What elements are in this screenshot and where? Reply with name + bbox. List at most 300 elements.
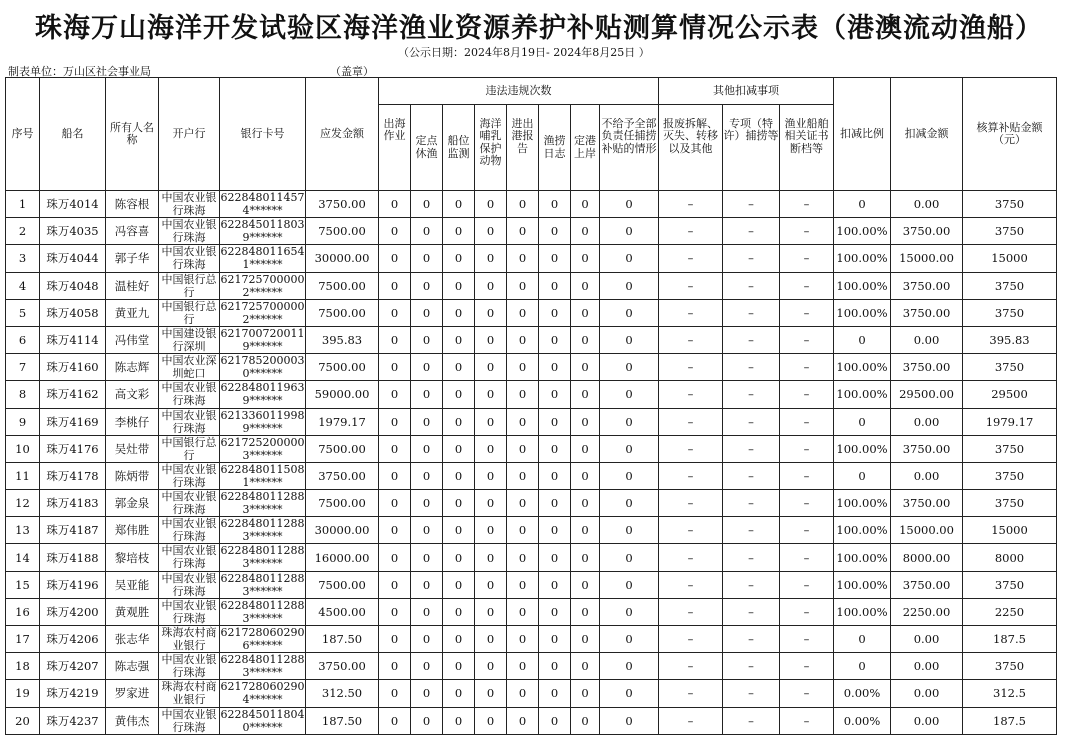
- cell-other-deduction: –: [780, 381, 834, 408]
- cell-other-deduction: –: [723, 653, 780, 680]
- cell-deduct: 3750.00: [891, 299, 963, 326]
- table-row: [6, 490, 1057, 517]
- cell-bank: 中国银行总行: [159, 299, 220, 326]
- cell-violation-count: 0: [600, 435, 659, 462]
- cell-violation-count: 0: [600, 598, 659, 625]
- cell-violation-count: 0: [507, 218, 539, 245]
- cell-violation-count: 0: [443, 381, 475, 408]
- cell-other-deduction: –: [659, 299, 723, 326]
- cell-other-deduction: –: [780, 299, 834, 326]
- cell-bank: 中国银行总行: [159, 272, 220, 299]
- cell-bank: 中国农业银行珠海: [159, 462, 220, 489]
- cell-violation-count: 0: [475, 707, 507, 734]
- cell-bank: 中国农业银行珠海: [159, 245, 220, 272]
- cell-other-deduction: –: [723, 707, 780, 734]
- cell-boat: 珠万4206: [40, 626, 106, 653]
- cell-violation-count: 0: [539, 598, 571, 625]
- cell-violation-count: 0: [571, 571, 600, 598]
- cell-violation-count: 0: [600, 408, 659, 435]
- cell-other-deduction: –: [723, 462, 780, 489]
- cell-violation-count: 0: [443, 490, 475, 517]
- cell-bank: 中国农业银行珠海: [159, 218, 220, 245]
- table-row: [6, 218, 1057, 245]
- cell-violation-count: 0: [600, 571, 659, 598]
- header-owner: 所有人名称: [106, 78, 159, 191]
- cell-owner: 陈志辉: [106, 354, 159, 381]
- cell-violation-count: 0: [571, 381, 600, 408]
- cell-ratio: 0: [834, 462, 891, 489]
- cell-violation-count: 0: [475, 626, 507, 653]
- cell-ratio: 0: [834, 326, 891, 353]
- cell-violation-count: 0: [379, 544, 411, 571]
- cell-violation-count: 0: [507, 191, 539, 218]
- cell-other-deduction: –: [659, 571, 723, 598]
- cell-boat: 珠万4237: [40, 707, 106, 734]
- cell-violation-count: 0: [571, 707, 600, 734]
- cell-deduct: 0.00: [891, 462, 963, 489]
- cell-other-deduction: –: [723, 299, 780, 326]
- cell-violation-count: 0: [411, 299, 443, 326]
- table-row: [6, 653, 1057, 680]
- cell-ratio: 100.00%: [834, 381, 891, 408]
- cell-violation-count: 0: [507, 381, 539, 408]
- cell-boat: 珠万4160: [40, 354, 106, 381]
- cell-deduct: 3750.00: [891, 272, 963, 299]
- cell-violation-count: 0: [539, 517, 571, 544]
- cell-no: 14: [6, 544, 40, 571]
- cell-boat: 珠万4200: [40, 598, 106, 625]
- cell-violation-count: 0: [539, 653, 571, 680]
- cell-owner: 郭子华: [106, 245, 159, 272]
- cell-card: 6228480115081******: [220, 462, 305, 489]
- cell-boat: 珠万4183: [40, 490, 106, 517]
- cell-violation-count: 0: [443, 408, 475, 435]
- cell-due: 4500.00: [306, 598, 379, 625]
- cell-violation-count: 0: [539, 408, 571, 435]
- cell-owner: 冯容喜: [106, 218, 159, 245]
- cell-owner: 吴灶带: [106, 435, 159, 462]
- cell-due: 3750.00: [306, 462, 379, 489]
- header-violations-group: 违法违规次数: [379, 78, 659, 105]
- cell-other-deduction: –: [659, 626, 723, 653]
- cell-violation-count: 0: [539, 354, 571, 381]
- cell-violation-count: 0: [379, 680, 411, 707]
- cell-ratio: 0.00%: [834, 707, 891, 734]
- cell-ratio: 100.00%: [834, 490, 891, 517]
- cell-card: 6228480114574******: [220, 191, 305, 217]
- cell-violation-count: 0: [600, 653, 659, 680]
- cell-no: 5: [6, 299, 40, 326]
- cell-other-deduction: –: [723, 272, 780, 299]
- cell-violation-count: 0: [539, 680, 571, 707]
- cell-no: 15: [6, 571, 40, 598]
- cell-card: 6228480112883******: [220, 653, 305, 680]
- cell-card: 6228480112883******: [220, 571, 305, 598]
- cell-no: 10: [6, 435, 40, 462]
- header-v5: 进出港报告: [507, 105, 539, 191]
- cell-violation-count: 0: [600, 245, 659, 272]
- cell-other-deduction: –: [659, 544, 723, 571]
- cell-violation-count: 0: [539, 544, 571, 571]
- cell-other-deduction: –: [723, 435, 780, 462]
- cell-violation-count: 0: [600, 544, 659, 571]
- header-no: 序号: [6, 78, 40, 191]
- cell-bank: 中国农业银行珠海: [159, 517, 220, 544]
- cell-other-deduction: –: [780, 571, 834, 598]
- cell-final: 29500: [963, 381, 1057, 408]
- cell-violation-count: 0: [443, 707, 475, 734]
- cell-violation-count: 0: [600, 462, 659, 489]
- cell-bank: 中国农业银行珠海: [159, 653, 220, 680]
- cell-boat: 珠万4219: [40, 680, 106, 707]
- cell-other-deduction: –: [723, 517, 780, 544]
- header-v4: 海洋哺乳保护动物: [475, 105, 507, 191]
- cell-final: 3750: [963, 354, 1057, 381]
- cell-violation-count: 0: [507, 598, 539, 625]
- table-row: [6, 381, 1057, 408]
- cell-ratio: 100.00%: [834, 245, 891, 272]
- cell-deduct: 0.00: [891, 408, 963, 435]
- cell-owner: 陈志强: [106, 653, 159, 680]
- publication-period: （公示日期：2024年8月19日- 2024年8月25日 ）: [398, 46, 650, 59]
- table-row: [6, 680, 1057, 707]
- cell-bank: 中国农业银行珠海: [159, 381, 220, 408]
- cell-violation-count: 0: [379, 326, 411, 353]
- cell-due: 7500.00: [306, 218, 379, 245]
- cell-deduct: 3750.00: [891, 571, 963, 598]
- cell-owner: 张志华: [106, 626, 159, 653]
- cell-card: 6228480112883******: [220, 490, 305, 517]
- cell-ratio: 0: [834, 653, 891, 680]
- cell-due: 1979.17: [306, 408, 379, 435]
- cell-violation-count: 0: [443, 272, 475, 299]
- table-row: [6, 544, 1057, 571]
- cell-violation-count: 0: [507, 571, 539, 598]
- cell-other-deduction: –: [659, 490, 723, 517]
- cell-violation-count: 0: [379, 490, 411, 517]
- cell-violation-count: 0: [379, 191, 411, 218]
- cell-bank: 中国银行总行: [159, 435, 220, 462]
- cell-owner: 吴亚能: [106, 571, 159, 598]
- cell-final: 3750: [963, 299, 1057, 326]
- cell-other-deduction: –: [659, 653, 723, 680]
- cell-card: 6217007200119******: [220, 326, 305, 353]
- cell-violation-count: 0: [507, 462, 539, 489]
- cell-violation-count: 0: [600, 354, 659, 381]
- cell-final: 1979.17: [963, 408, 1057, 435]
- cell-violation-count: 0: [539, 490, 571, 517]
- cell-violation-count: 0: [600, 707, 659, 734]
- cell-deduct: 3750.00: [891, 218, 963, 245]
- cell-boat: 珠万4176: [40, 435, 106, 462]
- cell-other-deduction: –: [659, 245, 723, 272]
- cell-other-deduction: –: [659, 598, 723, 625]
- cell-violation-count: 0: [507, 245, 539, 272]
- header-v7: 定港上岸: [571, 105, 600, 191]
- cell-ratio: 0: [834, 626, 891, 653]
- cell-violation-count: 0: [539, 626, 571, 653]
- cell-other-deduction: –: [659, 462, 723, 489]
- cell-bank: 中国农业银行珠海: [159, 408, 220, 435]
- cell-violation-count: 0: [411, 544, 443, 571]
- cell-violation-count: 0: [443, 544, 475, 571]
- cell-due: 30000.00: [306, 517, 379, 544]
- cell-other-deduction: –: [780, 707, 834, 734]
- cell-violation-count: 0: [507, 517, 539, 544]
- cell-violation-count: 0: [571, 680, 600, 707]
- cell-violation-count: 0: [571, 299, 600, 326]
- cell-no: 7: [6, 354, 40, 381]
- cell-violation-count: 0: [443, 680, 475, 707]
- cell-due: 395.83: [306, 326, 379, 353]
- table-row: [6, 245, 1057, 272]
- cell-owner: 黄伟杰: [106, 707, 159, 734]
- cell-violation-count: 0: [539, 326, 571, 353]
- cell-violation-count: 0: [507, 680, 539, 707]
- cell-violation-count: 0: [475, 326, 507, 353]
- cell-due: 7500.00: [306, 490, 379, 517]
- cell-ratio: 100.00%: [834, 299, 891, 326]
- cell-other-deduction: –: [723, 490, 780, 517]
- cell-boat: 珠万4048: [40, 272, 106, 299]
- cell-violation-count: 0: [571, 272, 600, 299]
- header-bank: 开户行: [159, 78, 220, 191]
- cell-no: 2: [6, 218, 40, 245]
- cell-final: 395.83: [963, 326, 1057, 353]
- cell-violation-count: 0: [379, 272, 411, 299]
- cell-card: 6228480112883******: [220, 517, 305, 544]
- cell-deduct: 15000.00: [891, 245, 963, 272]
- cell-violation-count: 0: [411, 490, 443, 517]
- cell-ratio: 100.00%: [834, 272, 891, 299]
- cell-violation-count: 0: [539, 218, 571, 245]
- cell-violation-count: 0: [411, 517, 443, 544]
- header-v2: 定点休渔: [411, 105, 443, 191]
- cell-owner: 高文彩: [106, 381, 159, 408]
- cell-no: 3: [6, 245, 40, 272]
- cell-violation-count: 0: [411, 326, 443, 353]
- header-o2: 专项（特许）捕捞等: [723, 105, 780, 191]
- table-row: [6, 626, 1057, 653]
- cell-card: 6217852000030******: [220, 354, 305, 381]
- cell-card: 6228480112883******: [220, 598, 305, 625]
- cell-card: 6228450118039******: [220, 218, 305, 245]
- cell-violation-count: 0: [507, 707, 539, 734]
- cell-card: 6228450118040******: [220, 707, 305, 734]
- cell-other-deduction: –: [780, 598, 834, 625]
- cell-owner: 陈炳带: [106, 462, 159, 489]
- cell-owner: 郭金泉: [106, 490, 159, 517]
- cell-boat: 珠万4196: [40, 571, 106, 598]
- cell-violation-count: 0: [475, 517, 507, 544]
- header-v8: 不给予全部负责任捕捞补贴的情形: [600, 105, 659, 191]
- cell-other-deduction: –: [723, 191, 780, 218]
- cell-bank: 中国农业银行珠海: [159, 544, 220, 571]
- cell-violation-count: 0: [379, 653, 411, 680]
- cell-violation-count: 0: [475, 680, 507, 707]
- cell-violation-count: 0: [507, 626, 539, 653]
- cell-violation-count: 0: [475, 571, 507, 598]
- cell-ratio: 0: [834, 408, 891, 435]
- cell-due: 7500.00: [306, 354, 379, 381]
- cell-final: 3750: [963, 653, 1057, 680]
- cell-violation-count: 0: [539, 381, 571, 408]
- cell-violation-count: 0: [475, 490, 507, 517]
- cell-violation-count: 0: [571, 517, 600, 544]
- cell-other-deduction: –: [780, 354, 834, 381]
- cell-other-deduction: –: [780, 408, 834, 435]
- cell-owner: 黄观胜: [106, 598, 159, 625]
- cell-final: 3750: [963, 462, 1057, 489]
- cell-violation-count: 0: [475, 544, 507, 571]
- cell-violation-count: 0: [443, 598, 475, 625]
- cell-boat: 珠万4187: [40, 517, 106, 544]
- cell-no: 13: [6, 517, 40, 544]
- cell-other-deduction: –: [723, 354, 780, 381]
- cell-owner: 郑伟胜: [106, 517, 159, 544]
- cell-other-deduction: –: [780, 517, 834, 544]
- cell-violation-count: 0: [411, 653, 443, 680]
- cell-ratio: 0: [834, 191, 891, 218]
- cell-violation-count: 0: [507, 544, 539, 571]
- cell-other-deduction: –: [659, 191, 723, 218]
- cell-violation-count: 0: [443, 354, 475, 381]
- cell-owner: 温桂好: [106, 272, 159, 299]
- cell-violation-count: 0: [411, 408, 443, 435]
- cell-boat: 珠万4169: [40, 408, 106, 435]
- cell-other-deduction: –: [659, 707, 723, 734]
- cell-violation-count: 0: [411, 571, 443, 598]
- cell-violation-count: 0: [507, 408, 539, 435]
- table-row: [6, 299, 1057, 326]
- cell-no: 9: [6, 408, 40, 435]
- cell-due: 7500.00: [306, 299, 379, 326]
- cell-other-deduction: –: [659, 408, 723, 435]
- cell-owner: 罗家进: [106, 680, 159, 707]
- cell-violation-count: 0: [411, 626, 443, 653]
- cell-violation-count: 0: [600, 218, 659, 245]
- cell-violation-count: 0: [443, 191, 475, 218]
- cell-due: 187.50: [306, 707, 379, 734]
- cell-deduct: 0.00: [891, 626, 963, 653]
- cell-violation-count: 0: [379, 435, 411, 462]
- header-v6: 渔捞日志: [539, 105, 571, 191]
- header-final: 核算补贴金额（元）: [963, 78, 1057, 191]
- cell-no: 17: [6, 626, 40, 653]
- cell-no: 6: [6, 326, 40, 353]
- cell-due: 187.50: [306, 626, 379, 653]
- cell-violation-count: 0: [507, 272, 539, 299]
- cell-violation-count: 0: [443, 245, 475, 272]
- cell-violation-count: 0: [475, 408, 507, 435]
- cell-card: 6217257000002******: [220, 272, 305, 299]
- cell-violation-count: 0: [571, 326, 600, 353]
- cell-other-deduction: –: [780, 191, 834, 218]
- cell-violation-count: 0: [475, 462, 507, 489]
- cell-boat: 珠万4114: [40, 326, 106, 353]
- cell-deduct: 3750.00: [891, 354, 963, 381]
- cell-violation-count: 0: [475, 245, 507, 272]
- cell-other-deduction: –: [780, 653, 834, 680]
- page-title: 珠海万山海洋开发试验区海洋渔业资源养护补贴测算情况公示表（港澳流动渔船）: [35, 13, 1043, 44]
- cell-violation-count: 0: [571, 218, 600, 245]
- cell-deduct: 3750.00: [891, 435, 963, 462]
- cell-bank: 中国农业深圳蛇口: [159, 354, 220, 381]
- cell-violation-count: 0: [539, 299, 571, 326]
- cell-due: 59000.00: [306, 381, 379, 408]
- cell-bank: 中国建设银行深圳: [159, 326, 220, 353]
- cell-bank: 中国农业银行珠海: [159, 571, 220, 598]
- cell-violation-count: 0: [475, 381, 507, 408]
- cell-other-deduction: –: [723, 544, 780, 571]
- cell-no: 11: [6, 462, 40, 489]
- cell-violation-count: 0: [379, 707, 411, 734]
- cell-violation-count: 0: [379, 571, 411, 598]
- cell-final: 3750: [963, 218, 1057, 245]
- cell-due: 7500.00: [306, 272, 379, 299]
- cell-ratio: 0.00%: [834, 680, 891, 707]
- cell-bank: 中国农业银行珠海: [159, 490, 220, 517]
- cell-violation-count: 0: [600, 299, 659, 326]
- cell-violation-count: 0: [475, 354, 507, 381]
- cell-violation-count: 0: [379, 462, 411, 489]
- cell-violation-count: 0: [475, 653, 507, 680]
- cell-other-deduction: –: [723, 571, 780, 598]
- cell-violation-count: 0: [411, 435, 443, 462]
- cell-deduct: 0.00: [891, 707, 963, 734]
- cell-due: 7500.00: [306, 571, 379, 598]
- cell-owner: 冯伟堂: [106, 326, 159, 353]
- cell-violation-count: 0: [475, 598, 507, 625]
- cell-other-deduction: –: [780, 680, 834, 707]
- cell-violation-count: 0: [600, 517, 659, 544]
- header-other-group: 其他扣减事项: [659, 78, 834, 105]
- cell-other-deduction: –: [659, 354, 723, 381]
- header-ratio: 扣减比例: [834, 78, 891, 191]
- table-row: [6, 272, 1057, 299]
- header-o1: 报废拆解、灭失、转移以及其他: [659, 105, 723, 191]
- cell-ratio: 100.00%: [834, 435, 891, 462]
- cell-other-deduction: –: [659, 680, 723, 707]
- cell-violation-count: 0: [411, 245, 443, 272]
- cell-violation-count: 0: [507, 435, 539, 462]
- cell-owner: 黎培枝: [106, 544, 159, 571]
- cell-deduct: 8000.00: [891, 544, 963, 571]
- cell-other-deduction: –: [659, 218, 723, 245]
- cell-no: 20: [6, 707, 40, 734]
- cell-final: 15000: [963, 245, 1057, 272]
- table-row: [6, 191, 1057, 218]
- cell-deduct: 29500.00: [891, 381, 963, 408]
- cell-card: 6217280602906******: [220, 626, 305, 652]
- cell-other-deduction: –: [659, 381, 723, 408]
- table-row: [6, 598, 1057, 625]
- cell-violation-count: 0: [600, 490, 659, 517]
- cell-violation-count: 0: [571, 435, 600, 462]
- cell-deduct: 0.00: [891, 680, 963, 707]
- cell-final: 3750: [963, 571, 1057, 598]
- cell-due: 312.50: [306, 680, 379, 707]
- cell-deduct: 0.00: [891, 326, 963, 353]
- cell-violation-count: 0: [539, 272, 571, 299]
- cell-violation-count: 0: [507, 299, 539, 326]
- table-row: [6, 354, 1057, 381]
- cell-violation-count: 0: [571, 245, 600, 272]
- cell-violation-count: 0: [443, 299, 475, 326]
- cell-violation-count: 0: [379, 218, 411, 245]
- header-o3: 渔业船舶相关证书断档等: [780, 105, 834, 191]
- cell-violation-count: 0: [507, 326, 539, 353]
